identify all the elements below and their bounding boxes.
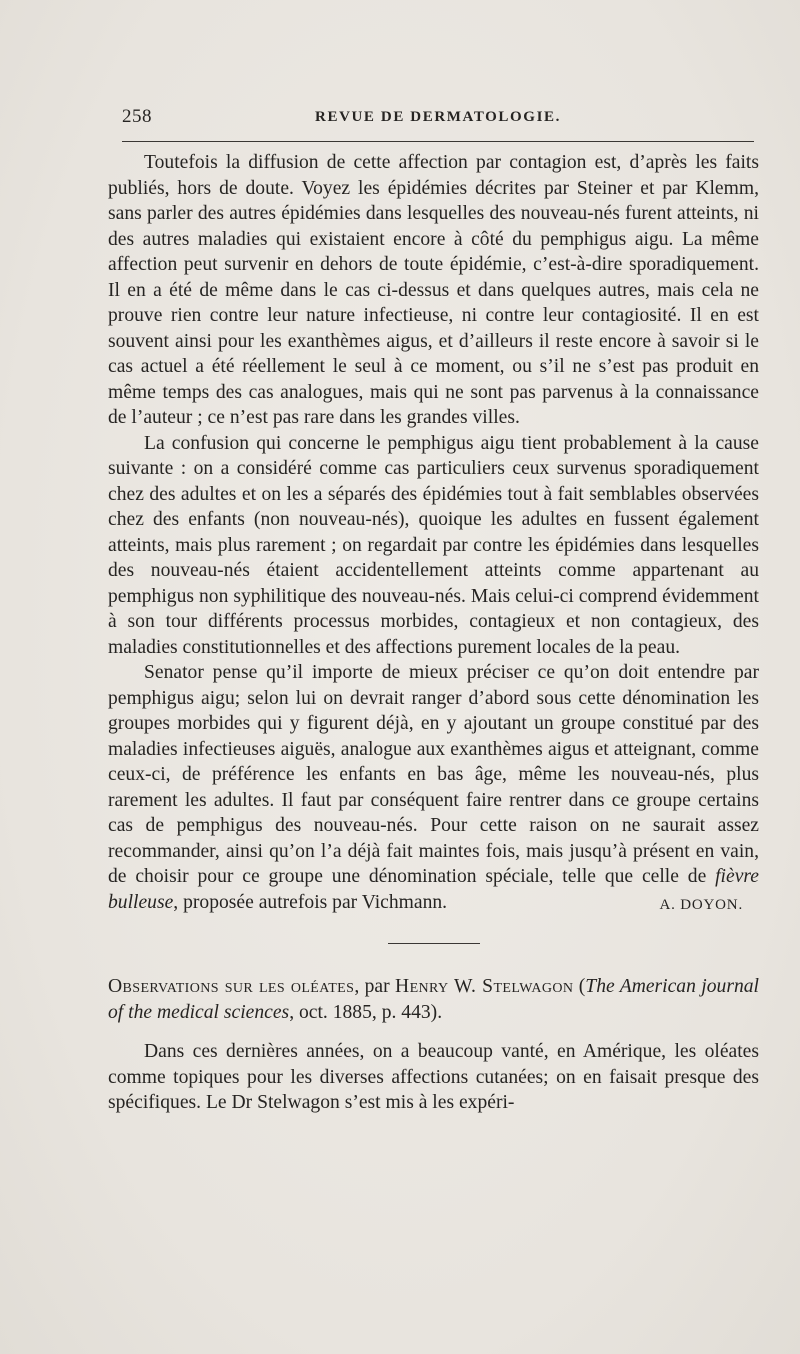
paragraph-3-tail: , proposée autrefois par Vichmann. [173, 891, 448, 913]
article-title-main: Observations sur les oléates [108, 976, 355, 997]
section-rule [388, 943, 480, 944]
article-journal-open: ( [573, 976, 586, 997]
paragraph-3-text: Senator pense qu’il importe de mieux préciser ce qu’on doit entendre par pemphigus aigu; selon lui on devrait ranger d’abord sous cette dénomination les groupes morbides qui y figurent déjà, en y ajoutant un groupe constitué par des maladies infectieuses aiguës, analogue aux exanthèmes aigus et atteignant, comme ceux-ci, de préférence les enfants en bas âge, même les nouveau-nés, plus rarement les adultes. Il faut par conséquent faire rentrer dans ce groupe certains cas de pemphigus des nouveau-nés. Pour cette raison on ne saurait assez recommander, ainsi qu’on l’a déjà fait maintes fois, mais jusqu’à présent en vain, de choisir pour ce groupe une dénomination spéciale, telle que celle de [108, 662, 759, 887]
article-journal: The American journal of the medical sciences [108, 976, 759, 1023]
page-header [122, 106, 754, 132]
body-text [108, 150, 759, 1116]
signature: A. DOYON. [659, 896, 743, 913]
article-title [108, 974, 759, 1025]
article-citation: , oct. 1885, p. 443). [289, 1001, 443, 1023]
paragraph-3 [108, 660, 759, 915]
emphasis-term: fièvre bulleuse [108, 866, 759, 913]
article-paragraph-1: Dans ces dernières années, on a beaucoup vanté, en Amérique, les oléates comme topiques pour les diverses affections cutanées; on en faisait presque des spécifiques. Le Dr Stelwagon s’est mis à les expéri- [108, 1041, 759, 1113]
article-title-by: , par [354, 976, 396, 997]
running-title: REVUE DE DERMATOLOGIE. [315, 109, 561, 125]
paragraph-2: La confusion qui concerne le pemphigus aigu tient probablement à la cause suivante : on a considéré comme cas particuliers ceux survenus sporadiquement chez des adultes et on les a séparés des épidémies tout à fait semblables observées chez des enfants (non nouveau-nés), quoique les adultes en fussent également atteints, mais plus rarement ; on regardait par contre les épidémies dans lesquelles des nouveau-nés étaient accidentellement atteints comme appartenant au pemphigus non syphilitique des nouveau-nés. Mais celui-ci comprend évidemment à son tour différents processus morbides, contagieux et non contagieux, des maladies constitutionnelles et des affections purement locales de la peau. [108, 432, 759, 658]
page-number: 258 [122, 106, 152, 127]
header-rule [122, 141, 754, 142]
paragraph-1: Toutefois la diffusion de cette affection par contagion est, d’après les faits publiés, hors de doute. Voyez les épidémies décrites par Steiner et par Klemm, sans parler des autres épidémies dans lesquelles des nouveau-nés furent atteints, ni des autres maladies qui existaient encore à côté du pemphigus aigu. La même affection peut survenir en dehors de toute épidémie, c’est-à-dire sporadiquement. Il en a été de même dans le cas ci-dessus et dans quelques autres, mais cela ne prouve rien contre leur nature infectieuse, ni contre leur contagiosité. Il en est souvent ainsi pour les exanthèmes aigus, et d’ailleurs il reste encore à savoir si le cas actuel a été réellement le seul à ce moment, ou s’il ne s’est pas produit en même temps des cas analogues, mais qui ne sont pas parvenus à la connaissance de l’auteur ; ce n’est pas rare dans les grandes villes. [108, 152, 759, 428]
article-author: Henry W. Stelwagon [395, 976, 574, 997]
